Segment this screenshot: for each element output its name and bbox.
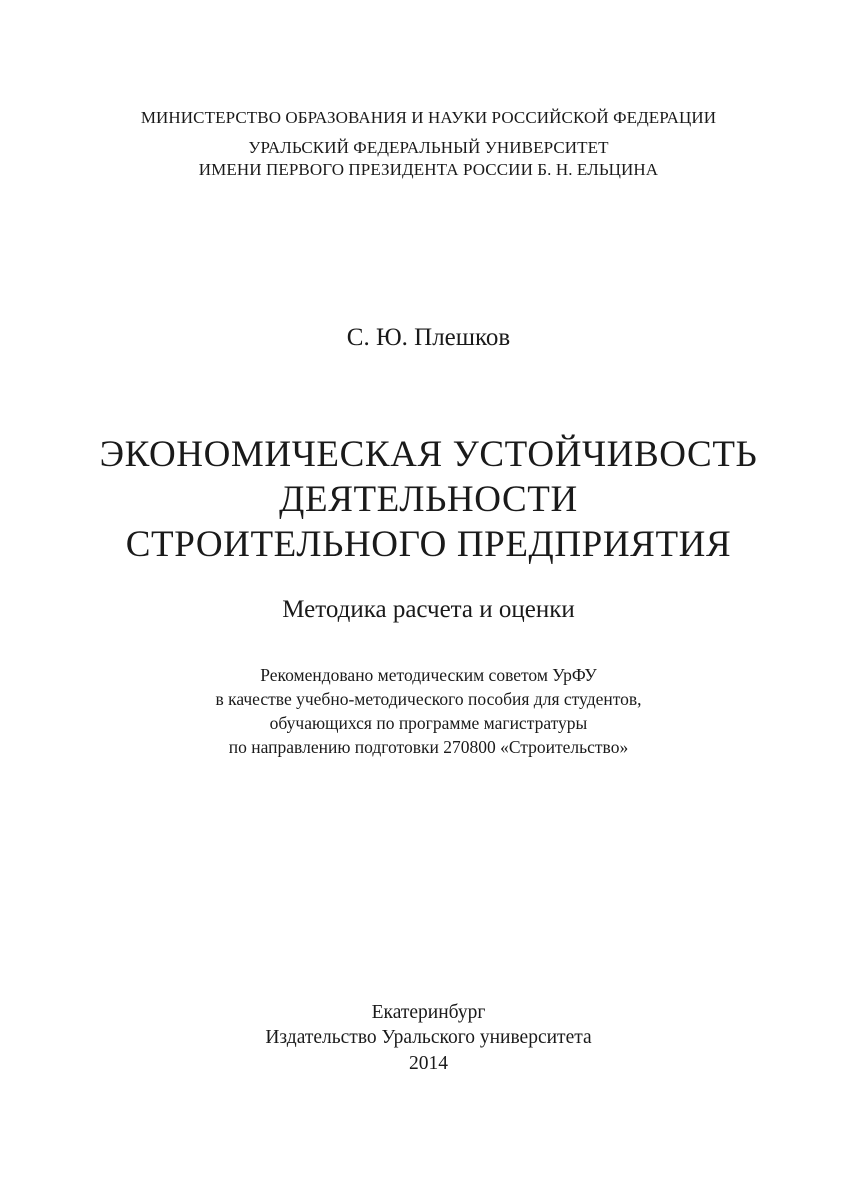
book-title-line1: ЭКОНОМИЧЕСКАЯ УСТОЙЧИВОСТЬ (99, 434, 758, 475)
book-subtitle: Методика расчета и оценки (282, 596, 575, 623)
university-name-line2: ИМЕНИ ПЕРВОГО ПРЕЗИДЕНТА РОССИИ Б. Н. ЕЛЬЦИНА (198, 160, 659, 179)
recommendation-line1: Рекомендовано методическим советом УрФУ (260, 665, 597, 685)
recommendation-line2: в качестве учебно-методического пособия для студентов, (215, 689, 642, 709)
ministry-name: МИНИСТЕРСТВО ОБРАЗОВАНИЯ И НАУКИ РОССИЙСКОЙ ФЕДЕРАЦИИ (140, 108, 717, 127)
imprint-city: Екатеринбург (371, 1002, 486, 1023)
imprint-publisher: Издательство Уральского университета (265, 1027, 592, 1048)
imprint-year: 2014 (409, 1053, 448, 1074)
recommendation-line4: по направлению подготовки 270800 «Строительство» (228, 737, 629, 757)
book-title-line2: ДЕЯТЕЛЬНОСТИ (279, 479, 578, 520)
author-name: С. Ю. Плешков (346, 324, 511, 351)
university-name-line1: УРАЛЬСКИЙ ФЕДЕРАЛЬНЫЙ УНИВЕРСИТЕТ (248, 138, 609, 157)
recommendation-line3: обучающихся по программе магистратуры (269, 713, 588, 733)
book-title-line3: СТРОИТЕЛЬНОГО ПРЕДПРИЯТИЯ (125, 524, 732, 565)
